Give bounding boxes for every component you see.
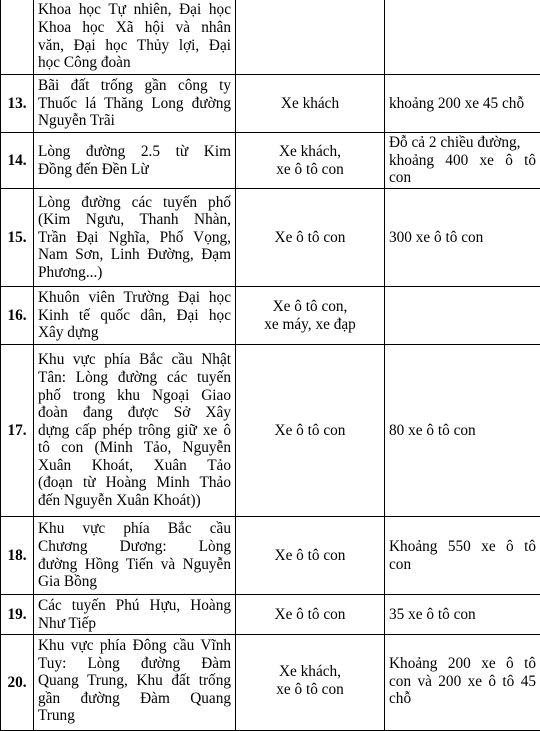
capacity-cell — [385, 635, 540, 731]
location-line: Khu vực phía Đông cầu Vĩnh — [38, 637, 231, 655]
capacity-cell — [385, 517, 540, 595]
row-number: 17. — [7, 422, 26, 439]
vehicle-cell — [236, 345, 385, 517]
capacity-cell — [385, 345, 540, 517]
row-number: 19. — [7, 606, 26, 623]
table-row — [1, 75, 540, 133]
location-line: Trung — [38, 707, 231, 725]
row-number: 13. — [7, 95, 26, 112]
location-cell — [34, 189, 236, 287]
capacity-line: Khoảng 550 xe ô tô — [389, 538, 536, 556]
vehicle-line: xe máy, xe đạp — [240, 316, 380, 334]
row-number: 15. — [7, 229, 26, 246]
location-line: đoàn đang được Sở Xây — [38, 404, 231, 422]
capacity-line: Khoảng 200 xe ô tô — [389, 655, 536, 673]
capacity-line: con và 200 xe ô tô 45 — [389, 673, 536, 691]
vehicle-cell — [236, 595, 385, 635]
table-body — [1, 0, 540, 731]
vehicle-cell — [236, 0, 385, 75]
location-line: Quang Trung, Khu đất trống — [38, 672, 231, 690]
row-number-cell — [1, 595, 34, 635]
vehicle-line: Xe khách, — [240, 143, 380, 161]
location-line: Nam Sơn, Linh Đường, Đạm — [38, 246, 231, 264]
location-cell — [34, 133, 236, 189]
location-line: (đoạn từ Hoàng Minh Thảo — [38, 474, 231, 492]
row-number-cell — [1, 635, 34, 731]
location-cell — [34, 595, 236, 635]
location-line: học Công đoàn — [38, 54, 231, 72]
location-line: Nguyễn Trãi — [38, 112, 231, 130]
location-line: văn, Đại học Thủy lợi, Đại — [38, 37, 231, 55]
table-row — [1, 345, 540, 517]
location-line: Các tuyến Phú Hựu, Hoàng — [38, 597, 231, 615]
capacity-cell — [385, 287, 540, 345]
location-line: Gia Bồng — [38, 573, 231, 591]
table-row — [1, 189, 540, 287]
location-line: Như Tiếp — [38, 615, 231, 633]
row-number-cell — [1, 133, 34, 189]
location-line: Tuy: Lòng đường Đàm — [38, 655, 231, 673]
capacity-cell — [385, 75, 540, 133]
location-line: Khoa học Tự nhiên, Đại học — [38, 1, 231, 19]
row-number-cell — [1, 75, 34, 133]
row-number-cell — [1, 189, 34, 287]
table-row — [1, 133, 540, 189]
location-cell — [34, 517, 236, 595]
capacity-line: khoảng 400 xe ô tô — [389, 152, 536, 170]
location-line: Xây dựng — [38, 324, 231, 342]
location-line: Khu vực phía Bắc cầu — [38, 520, 231, 538]
location-line: Phương...) — [38, 264, 231, 282]
table-row — [1, 635, 540, 731]
capacity-line: Đỗ cả 2 chiều đường, — [389, 134, 536, 152]
location-cell — [34, 345, 236, 517]
location-line: Lòng đường các tuyến phố — [38, 194, 231, 212]
location-line: đến Nguyễn Xuân Khoát)) — [38, 492, 231, 510]
vehicle-line: Xe khách, — [240, 663, 380, 681]
capacity-line: 35 xe ô tô con — [389, 606, 536, 624]
vehicle-line: Xe ô tô con — [240, 422, 380, 440]
location-line: Xuân Khoát, Xuân Tảo — [38, 457, 231, 475]
vehicle-line: xe ô tô con — [240, 161, 380, 179]
vehicle-line: Xe ô tô con — [240, 547, 380, 565]
vehicle-line: Xe ô tô con — [240, 606, 380, 624]
capacity-cell — [385, 133, 540, 189]
location-line: phố trong khu Ngoại Giao — [38, 387, 231, 405]
row-number-cell — [1, 0, 34, 75]
location-cell — [34, 0, 236, 75]
capacity-cell — [385, 595, 540, 635]
table-row — [1, 0, 540, 75]
capacity-line: chỗ — [389, 690, 536, 708]
capacity-line: con — [389, 556, 536, 574]
location-line: Tân: Lòng đường các tuyến — [38, 369, 231, 387]
row-number: 14. — [7, 152, 26, 169]
location-cell — [34, 287, 236, 345]
location-line: (Kim Ngưu, Thanh Nhàn, — [38, 211, 231, 229]
vehicle-cell — [236, 189, 385, 287]
row-number-cell — [1, 517, 34, 595]
table-row — [1, 517, 540, 595]
vehicle-line: Xe ô tô con — [240, 229, 380, 247]
location-line: Khoa học Xã hội và nhân — [38, 19, 231, 37]
location-cell — [34, 635, 236, 731]
vehicle-cell — [236, 133, 385, 189]
table-row — [1, 287, 540, 345]
capacity-line: khoảng 200 xe 45 chỗ — [389, 95, 536, 113]
location-line: Khu vực phía Bắc cầu Nhật — [38, 351, 231, 369]
location-cell — [34, 75, 236, 133]
location-line: Trần Đại Nghĩa, Phố Vọng, — [38, 229, 231, 247]
location-line: Khuôn viên Trường Đại học — [38, 289, 231, 307]
row-number-cell — [1, 345, 34, 517]
row-number-cell — [1, 287, 34, 345]
capacity-cell — [385, 189, 540, 287]
location-line: dựng cấp phép trông giữ xe ô — [38, 422, 231, 440]
vehicle-cell — [236, 517, 385, 595]
location-line: Thuốc lá Thăng Long đường — [38, 95, 231, 113]
row-number: 18. — [7, 547, 26, 564]
location-line: Bãi đất trống gần công ty — [38, 77, 231, 95]
capacity-line: con — [389, 169, 536, 187]
vehicle-line: xe ô tô con — [240, 681, 380, 699]
vehicle-cell — [236, 287, 385, 345]
location-line: Kinh tế quốc dân, Đại học — [38, 307, 231, 325]
vehicle-line: Xe ô tô con, — [240, 298, 380, 316]
vehicle-cell — [236, 635, 385, 731]
capacity-line: 300 xe ô tô con — [389, 229, 536, 247]
location-line: tô con (Minh Tảo, Nguyễn — [38, 439, 231, 457]
row-number: 20. — [7, 674, 26, 691]
capacity-cell — [385, 0, 540, 75]
location-line: gần đường Đàm Quang — [38, 690, 231, 708]
location-line: Chương Dương: Lòng — [38, 538, 231, 556]
vehicle-line: Xe khách — [240, 95, 380, 113]
vehicle-cell — [236, 75, 385, 133]
location-line: đường Hồng Tiến và Nguyễn — [38, 556, 231, 574]
table-row — [1, 595, 540, 635]
location-line: Lòng đường 2.5 từ Kim — [38, 143, 231, 161]
row-number: 16. — [7, 307, 26, 324]
capacity-line: 80 xe ô tô con — [389, 422, 536, 440]
location-line: Đồng đến Đền Lừ — [38, 161, 231, 179]
